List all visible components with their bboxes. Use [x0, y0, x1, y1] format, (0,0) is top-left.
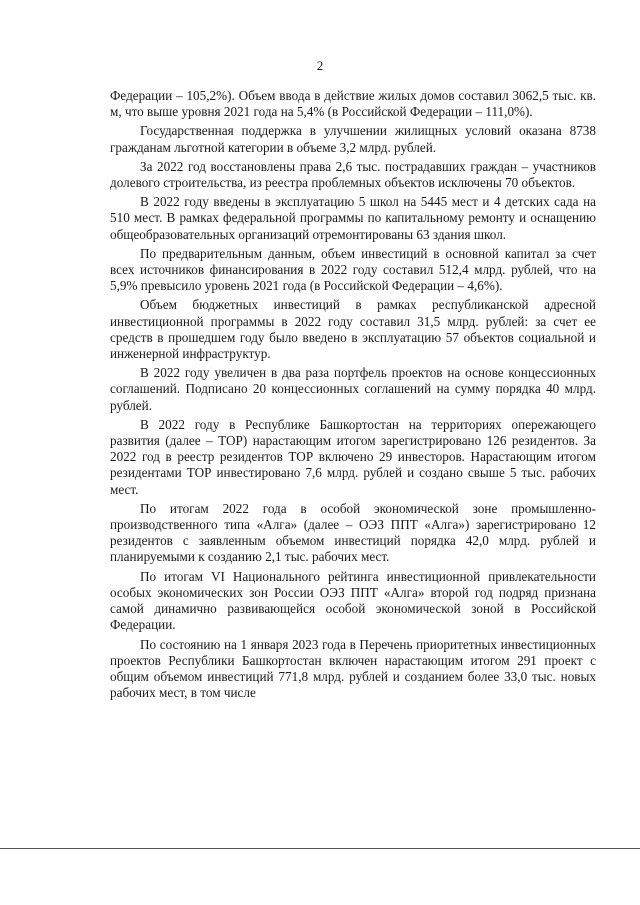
- paragraph-schools-kindergartens: В 2022 году введены в эксплуатацию 5 школ на 5445 мест и 4 детских сада на 510 мест. В рамках федеральной программы по капитальному ремонту и оснащению общеобразовательных организаций отремонтированы 63 здания школ.: [110, 194, 596, 242]
- paragraph-shared-construction: За 2022 год восстановлены права 2,6 тыс. пострадавших граждан – участников долевого строительства, из реестра проблемных объектов исключены 70 объектов.: [110, 158, 596, 191]
- paragraph-special-economic-zone: По итогам 2022 года в особой экономической зоне промышленно-производственного типа «Алга» (далее – ОЭЗ ППТ «Алга») зарегистрировано 12 резидентов с заявленным объемом инвестиций порядка 42,0 млрд. рублей и планируемыми к созданию 2,1 тыс. рабочих мест.: [110, 500, 596, 565]
- paragraph-priority-projects: По состоянию на 1 января 2023 года в Перечень приоритетных инвестиционных проектов Республики Башкортостан включен нарастающим итогом 291 проект с общим объемом инвестиций 771,8 млрд. рублей и созданием более 33,0 тыс. новых рабочих мест, в том числе: [110, 636, 596, 701]
- paragraph-housing-commissioning: Федерации – 105,2%). Объем ввода в действие жилых домов составил 3062,5 тыс. кв. м, что выше уровня 2021 года на 5,4% (в Российской Федерации – 111,0%).: [110, 88, 596, 120]
- paragraph-housing-support: Государственная поддержка в улучшении жилищных условий оказана 8738 гражданам льготной категории в объеме 3,2 млрд. рублей.: [110, 123, 596, 155]
- page-number: 2: [316, 58, 324, 73]
- paragraph-budget-investment: Объем бюджетных инвестиций в рамках республиканской адресной инвестиционной программы в 2022 году составил 31,5 млрд. рублей: за счет ее средств в прошедшем году было введено в эксплуатацию 57 объектов социальной и инженерной инфраструктур.: [110, 297, 596, 362]
- document-body: [110, 88, 596, 704]
- footer-divider: [0, 848, 640, 849]
- paragraph-fixed-capital-investment: По предварительным данным, объем инвестиций в основной капитал за счет всех источников финансирования в 2022 году составил 512,4 млрд. рублей, что на 5,9% превысило уровень 2021 года (в Российской Федерации – 4,6%).: [110, 245, 596, 294]
- paragraph-concession-agreements: В 2022 году увеличен в два раза портфель проектов на основе концессионных соглашений. Подписано 20 концессионных соглашений на сумму порядка 40 млрд. рублей.: [110, 365, 596, 413]
- paragraph-national-rating: По итогам VI Национального рейтинга инвестиционной привлекательности особых экономических зон России ОЭЗ ППТ «Алга» второй год подряд признана самой динамично развивающейся особой экономической зоной в Российской Федерации.: [110, 568, 596, 633]
- paragraph-priority-development-territories: В 2022 году в Республике Башкортостан на территориях опережающего развития (далее – ТОР) нарастающим итогом зарегистрировано 126 резидентов. За 2022 год в реестр резидентов ТОР включено 29 инвесторов. Нарастающим итогом резидентами ТОР инвестировано 7,6 млрд. рублей и создано свыше 5 тыс. рабочих мест.: [110, 416, 596, 497]
